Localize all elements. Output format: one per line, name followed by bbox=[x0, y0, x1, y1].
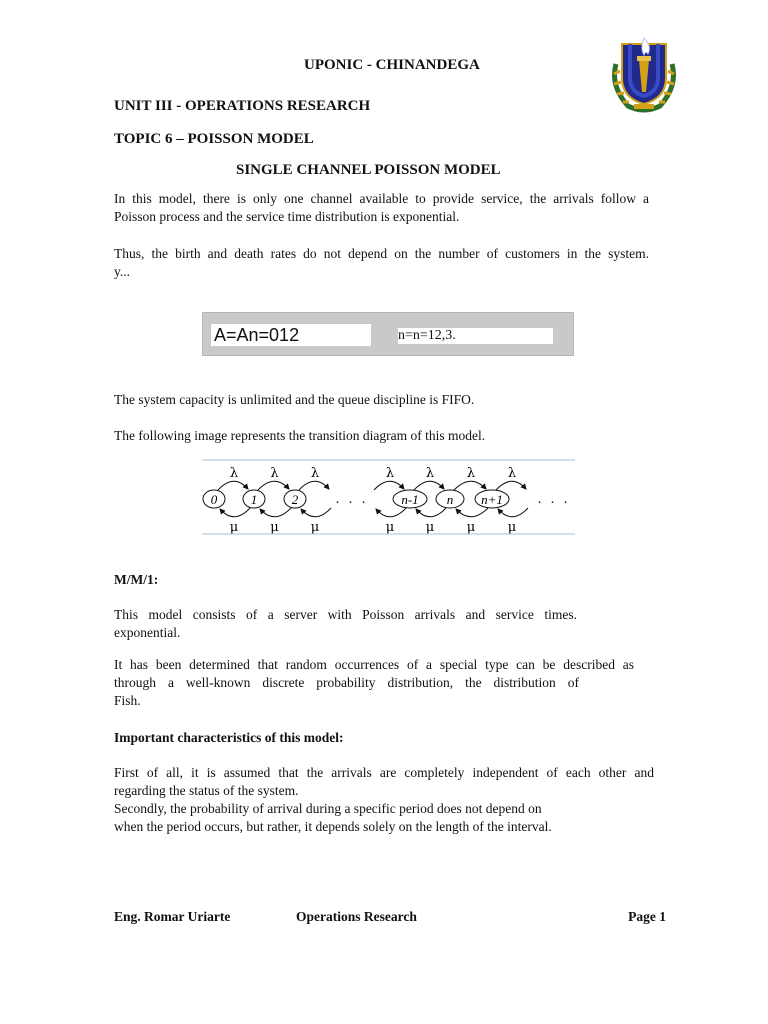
characteristics-line-2: regarding the status of the system. bbox=[114, 783, 299, 798]
state-label: 0 bbox=[210, 492, 218, 507]
intro-line-2: Poisson process and the service time distribution is exponential. bbox=[114, 209, 460, 224]
footer-course: Operations Research bbox=[296, 909, 417, 924]
state-label: 1 bbox=[250, 492, 258, 507]
intro-paragraph bbox=[114, 190, 649, 226]
rates-line-2: y... bbox=[114, 264, 130, 279]
capacity-text: The system capacity is unlimited and the queue discipline is FIFO. bbox=[114, 392, 475, 407]
footer-page-number: Page 1 bbox=[628, 909, 666, 924]
characteristics-heading: Important characteristics of this model: bbox=[114, 730, 344, 745]
institution-title: UPONIC - CHINANDEGA bbox=[304, 57, 480, 73]
lambda-label: λ bbox=[385, 466, 395, 481]
lambda-label: λ bbox=[229, 466, 239, 481]
transition-diagram bbox=[202, 459, 575, 535]
characteristics-paragraph bbox=[114, 764, 654, 836]
mu-label: μ bbox=[229, 520, 239, 535]
mu-label: μ bbox=[507, 520, 517, 535]
rates-paragraph bbox=[114, 245, 649, 281]
determined-line-1: It has been determined that random occurrences of a special type can be described as bbox=[114, 657, 634, 672]
mu-label: μ bbox=[425, 520, 435, 535]
formula-left-text: A=An=012 bbox=[211, 324, 371, 346]
unit-title: UNIT III - OPERATIONS RESEARCH bbox=[114, 98, 371, 114]
section-title: SINGLE CHANNEL POISSON MODEL bbox=[236, 162, 501, 178]
rates-line-1: Thus, the birth and death rates do not depend on the number of customers in the system. bbox=[114, 246, 649, 261]
mu-label: μ bbox=[270, 520, 279, 535]
formula-image bbox=[202, 312, 574, 356]
intro-line-1: In this model, there is only one channel available to provide service, the arrivals follow a bbox=[114, 191, 649, 206]
ellipsis-middle: . . . bbox=[335, 492, 369, 507]
mu-label: μ bbox=[385, 520, 395, 535]
characteristics-line-4: when the period occurs, but rather, it depends solely on the length of the interval. bbox=[114, 819, 552, 834]
formula-right-text: n=n=12,3. bbox=[398, 328, 553, 344]
university-logo bbox=[606, 34, 682, 114]
state-label: n bbox=[446, 492, 454, 507]
lambda-label: λ bbox=[507, 466, 517, 481]
topic-title: TOPIC 6 – POISSON MODEL bbox=[114, 131, 314, 147]
state-label: 2 bbox=[291, 492, 299, 507]
lambda-label: λ bbox=[466, 466, 476, 481]
mu-label: μ bbox=[310, 520, 320, 535]
state-label: n-1 bbox=[401, 492, 419, 507]
state-label: n+1 bbox=[481, 492, 503, 507]
lambda-label: λ bbox=[270, 466, 279, 481]
determined-line-2: through a well-known discrete probability distribution, the distribution of bbox=[114, 675, 579, 690]
characteristics-line-1: First of all, it is assumed that the arrivals are completely independent of each other and bbox=[114, 765, 654, 780]
mm1-line-1: This model consists of a server with Poisson arrivals and service times. bbox=[114, 607, 577, 622]
lambda-label: λ bbox=[425, 466, 435, 481]
ellipsis-end: . . . bbox=[537, 492, 571, 507]
page-footer bbox=[114, 909, 666, 927]
lambda-label: λ bbox=[310, 466, 320, 481]
determined-paragraph bbox=[114, 656, 634, 710]
mu-label: μ bbox=[466, 520, 476, 535]
mm1-line-2: exponential. bbox=[114, 625, 181, 640]
mm1-paragraph bbox=[114, 606, 577, 642]
mm1-heading: M/M/1: bbox=[114, 572, 159, 587]
diagram-intro-text: The following image represents the transition diagram of this model. bbox=[114, 428, 486, 443]
characteristics-line-3: Secondly, the probability of arrival during a specific period does not depend on bbox=[114, 801, 542, 816]
determined-line-3: Fish. bbox=[114, 693, 141, 708]
footer-author: Eng. Romar Uriarte bbox=[114, 909, 231, 924]
